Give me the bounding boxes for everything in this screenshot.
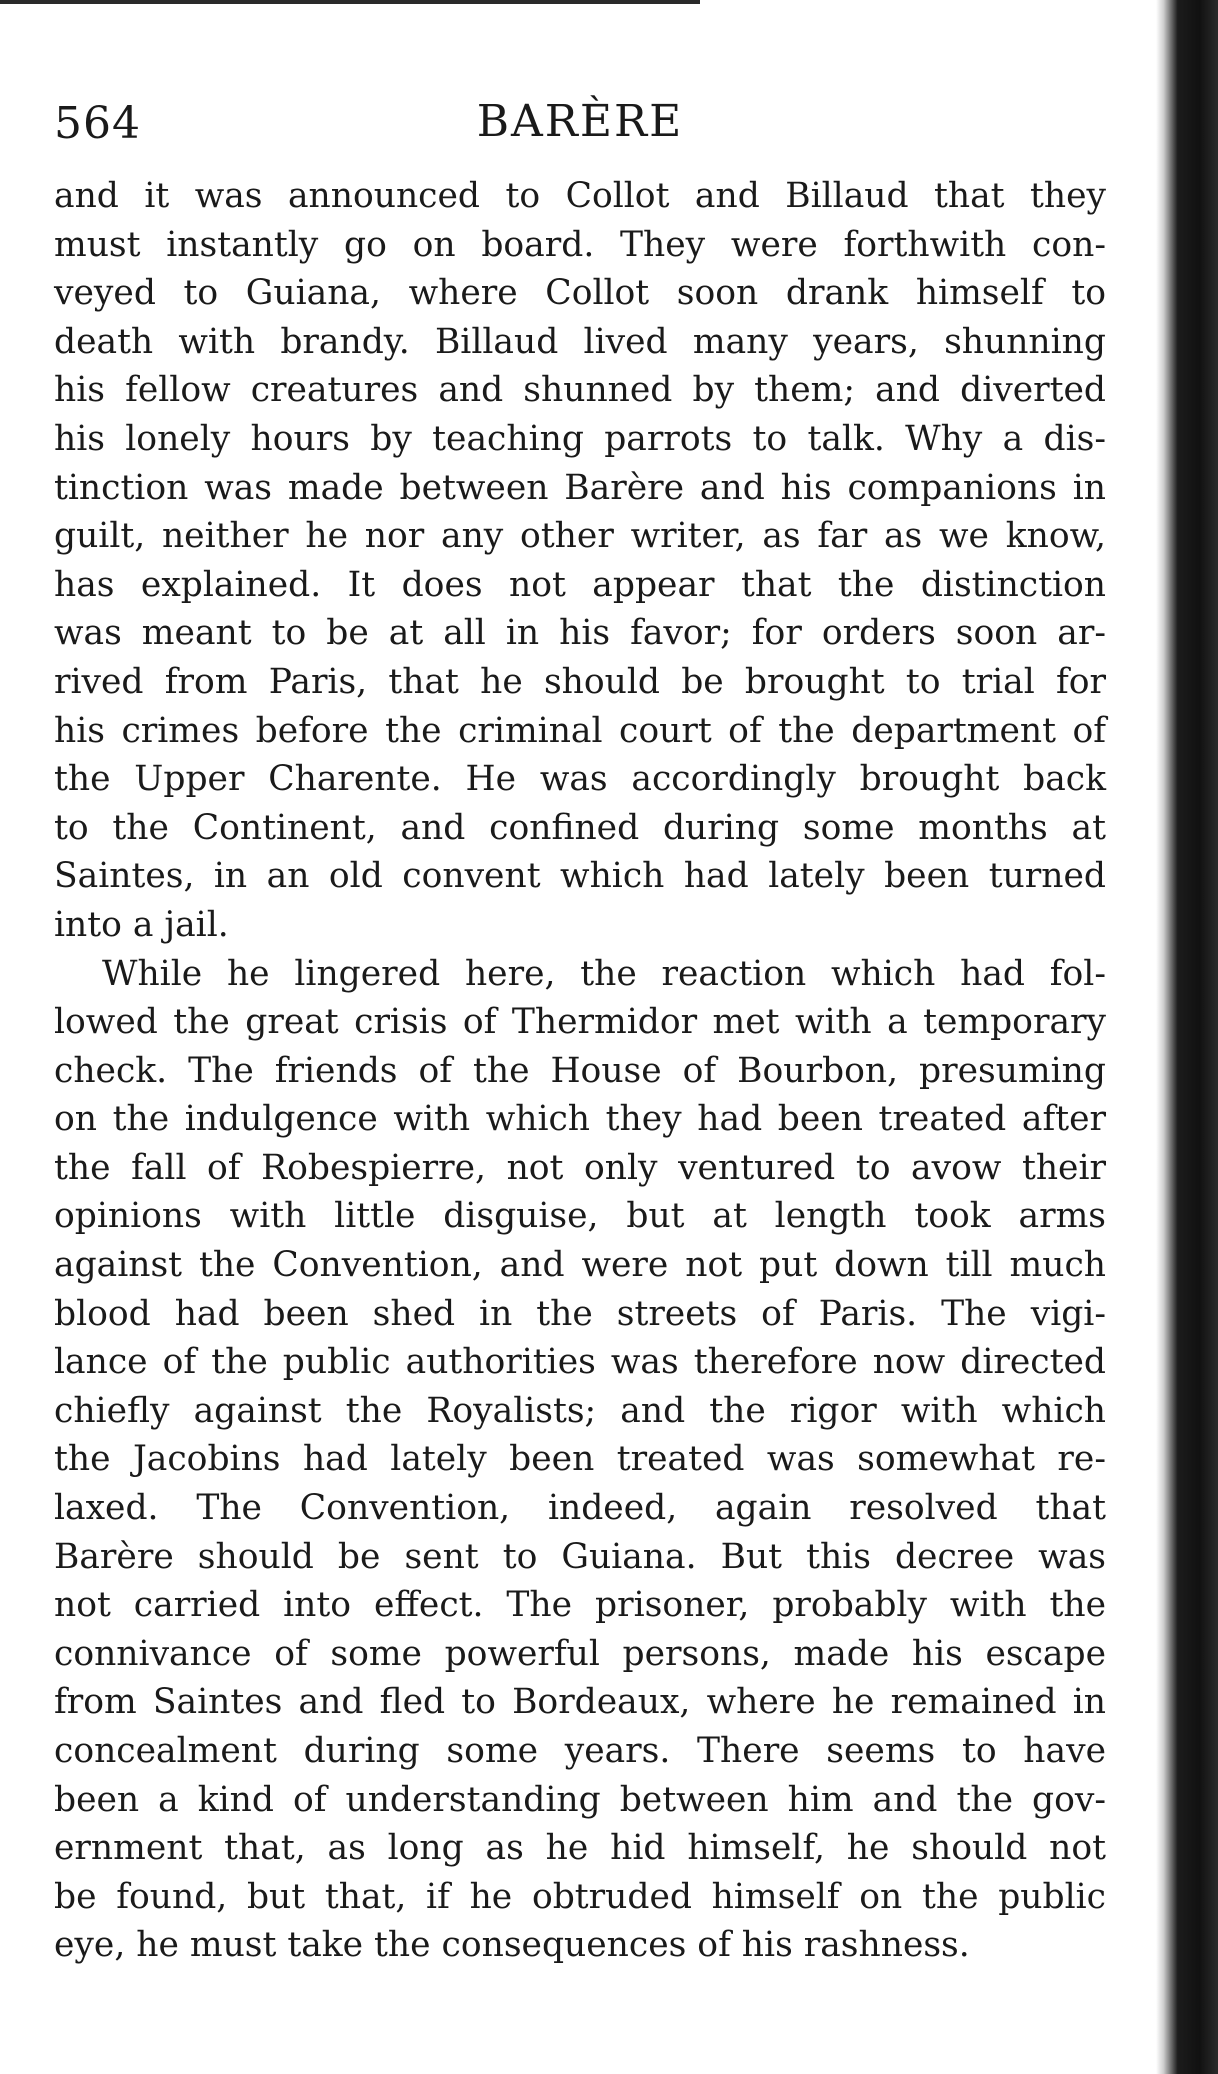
text-line: been a kind of understanding between him and the gov- (54, 1779, 1106, 1820)
text-line: from Saintes and fled to Bordeaux, where he remained in (54, 1682, 1106, 1723)
text-line: the Jacobins had lately been treated was somewhat re- (54, 1439, 1106, 1480)
text-line: chiefly against the Royalists; and the rigor with which (54, 1390, 1106, 1431)
text-line: concealment during some years. There seems to have (54, 1731, 1106, 1771)
text-line: Saintes, in an old convent which had lately been turned (54, 856, 1106, 897)
text-line: laxed. The Convention, indeed, again resolved that (54, 1488, 1106, 1529)
text-line: tinction was made between Barère and his companions in (54, 467, 1106, 508)
text-line: ernment that, as long as he hid himself, he should not (54, 1828, 1106, 1869)
text-line: his fellow creatures and shunned by them; and diverted (54, 370, 1106, 411)
text-line: be found, but that, if he obtruded himself on the public (54, 1876, 1106, 1917)
text-line: lance of the public authorities was therefore now directed (54, 1342, 1106, 1383)
text-line: was meant to be at all in his favor; for orders soon ar- (54, 613, 1106, 654)
text-line: lowed the great crisis of Thermidor met with a temporary (54, 1002, 1106, 1043)
text-line: veyed to Guiana, where Collot soon drank himself to (54, 273, 1106, 314)
page-header (54, 92, 1106, 152)
text-line: connivance of some powerful persons, made his escape (54, 1633, 1106, 1674)
text-line: and it was announced to Collot and Billaud that they (54, 176, 1106, 216)
text-line: to the Continent, and confined during some months at (54, 807, 1106, 848)
text-line: not carried into effect. The prisoner, probably with the (54, 1585, 1106, 1626)
text-line: Barère should be sent to Guiana. But this decree was (54, 1536, 1106, 1577)
page-number: 564 (54, 98, 141, 149)
text-line: rived from Paris, that he should be brought to trial for (54, 661, 1106, 702)
top-rule (0, 0, 700, 4)
text-line: has explained. It does not appear that the distinction (54, 564, 1106, 605)
text-line: guilt, neither he nor any other writer, as far as we know, (54, 516, 1106, 557)
page-gutter-shadow (1156, 0, 1218, 2074)
text-line: his lonely hours by teaching parrots to talk. Why a dis- (54, 418, 1106, 459)
text-line: check. The friends of the House of Bourbon, presuming (54, 1050, 1106, 1091)
text-line: blood had been shed in the streets of Paris. The vigi- (54, 1293, 1106, 1334)
body-text (54, 172, 1106, 1970)
text-line: the fall of Robespierre, not only ventured to avow their (54, 1147, 1106, 1188)
running-head: BARÈRE (476, 96, 684, 147)
text-line: While he lingered here, the reaction which had fol- (102, 953, 1106, 994)
text-line: the Upper Charente. He was accordingly brought back (54, 759, 1106, 800)
text-line: on the indulgence with which they had been treated after (54, 1099, 1106, 1140)
text-line: against the Convention, and were not put down till much (54, 1245, 1106, 1286)
text-line: his crimes before the criminal court of the department of (54, 710, 1106, 751)
text-line: must instantly go on board. They were forthwith con- (54, 224, 1106, 265)
text-line: into a jail. (54, 904, 229, 945)
text-line: eye, he must take the consequences of his rashness. (54, 1925, 970, 1966)
text-line: opinions with little disguise, but at length took arms (54, 1196, 1106, 1237)
text-line: death with brandy. Billaud lived many years, shunning (54, 321, 1106, 362)
